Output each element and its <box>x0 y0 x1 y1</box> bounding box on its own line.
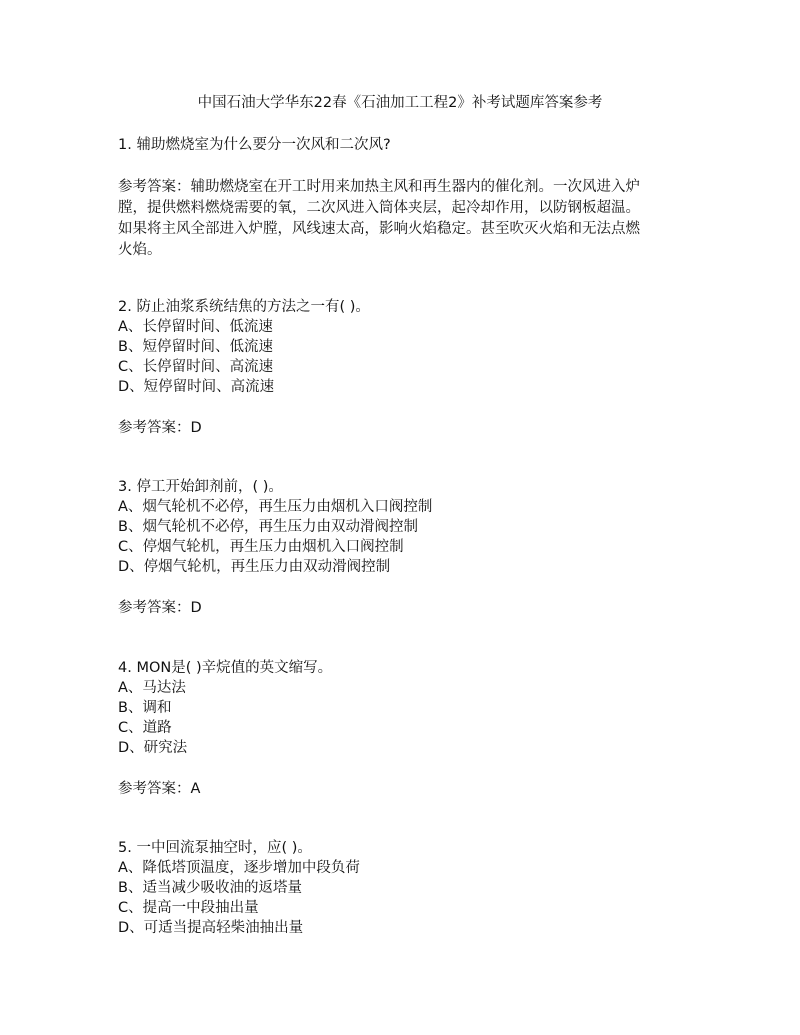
question-3-answer: 参考答案：D <box>118 600 202 616</box>
question-5-stem: 5. 一中回流泵抽空时，应( )。 <box>118 840 312 856</box>
document-title: 中国石油大学华东22春《石油加工工程2》补考试题库答案参考 <box>197 95 603 111</box>
question-2-option-d: D、短停留时间、高流速 <box>118 379 275 395</box>
question-1-answer-line: 参考答案：辅助燃烧室在开工时用来加热主风和再生器内的催化剂。一次风进入炉 <box>118 179 640 195</box>
question-1-answer-line: 火焰。 <box>118 242 162 258</box>
question-5-option-a: A、降低塔顶温度，逐步增加中段负荷 <box>118 860 360 876</box>
question-5-option-d: D、可适当提高轻柴油抽出量 <box>118 920 304 936</box>
question-4-option-b: B、调和 <box>118 700 172 716</box>
question-5-option-b: B、适当减少吸收油的返塔量 <box>118 880 302 896</box>
question-4-option-a: A、马达法 <box>118 680 186 696</box>
question-1-answer-line: 如果将主风全部进入炉膛，风线速太高，影响火焰稳定。甚至吹灭火焰和无法点燃 <box>118 221 640 237</box>
question-5-option-c: C、提高一中段抽出量 <box>118 900 259 916</box>
question-3-option-b: B、烟气轮机不必停，再生压力由双动滑阀控制 <box>118 519 418 535</box>
question-2-stem: 2. 防止油浆系统结焦的方法之一有( )。 <box>118 299 370 315</box>
question-4-option-d: D、研究法 <box>118 740 188 756</box>
question-3-option-c: C、停烟气轮机，再生压力由烟机入口阀控制 <box>118 539 404 555</box>
question-4-answer: 参考答案：A <box>118 781 201 797</box>
question-4-stem: 4. MON是( )辛烷值的英文缩写。 <box>118 660 333 676</box>
question-1-answer-line: 膛，提供燃料燃烧需要的氧，二次风进入筒体夹层，起冷却作用，以防钢板超温。 <box>118 200 640 216</box>
question-2-option-a: A、长停留时间、低流速 <box>118 319 273 335</box>
question-3-stem: 3. 停工开始卸剂前，( )。 <box>118 479 283 495</box>
question-2-answer: 参考答案：D <box>118 420 202 436</box>
question-3-option-d: D、停烟气轮机，再生压力由双动滑阀控制 <box>118 559 391 575</box>
question-2-option-b: B、短停留时间、低流速 <box>118 339 273 355</box>
question-4-option-c: C、道路 <box>118 720 172 736</box>
question-3-option-a: A、烟气轮机不必停，再生压力由烟机入口阀控制 <box>118 499 433 515</box>
question-1-stem: 1. 辅助燃烧室为什么要分一次风和二次风? <box>118 137 391 153</box>
question-2-option-c: C、长停留时间、高流速 <box>118 359 274 375</box>
